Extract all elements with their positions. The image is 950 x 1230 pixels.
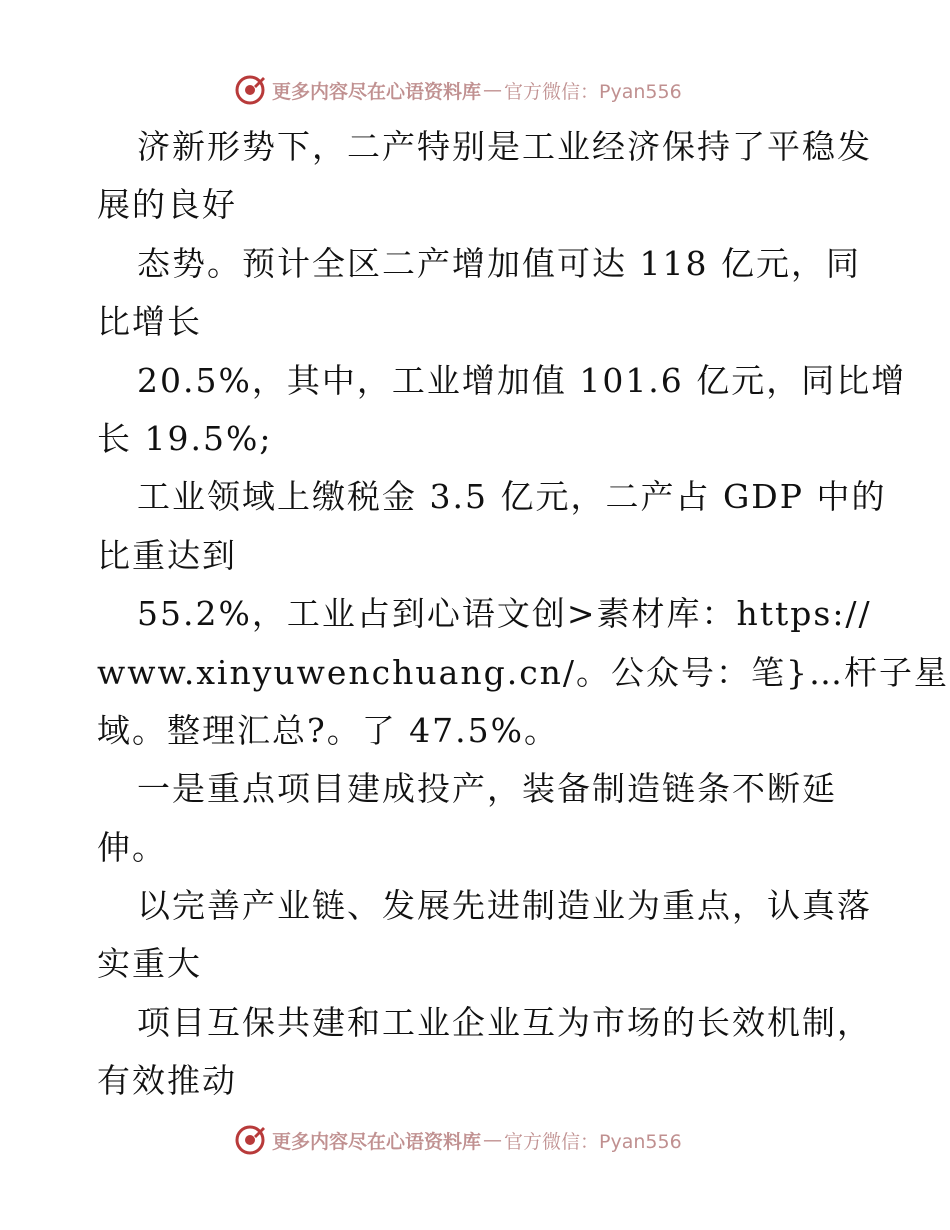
text-line: 项目互保共建和工业企业互为市场的长效机制， <box>137 1002 872 1042</box>
text-line: 工业领域上缴税金 3.5 亿元，二产占 GDP 中的 <box>137 477 887 517</box>
text-line: 比增长 <box>97 302 202 342</box>
text-line: 比重达到 <box>97 535 237 575</box>
text-line: 长 19.5%; <box>97 418 273 458</box>
banner-main-text: 更多内容尽在心语资料库 <box>272 1130 482 1153</box>
header-banner <box>234 72 682 108</box>
text-line: 展的良好 <box>97 185 237 225</box>
text-line: 55.2%，工业占到心语文创>素材库：https:// <box>137 594 872 634</box>
text-line: www.xinyuwenchuang.cn/。公众号：笔}…杆子星 <box>97 652 950 692</box>
banner-separator: — <box>483 79 503 101</box>
banner-main-text: 更多内容尽在心语资料库 <box>272 80 482 103</box>
pen-circle-logo-icon <box>234 1124 266 1156</box>
text-line: 20.5%，其中，工业增加值 101.6 亿元，同比增 <box>137 360 907 400</box>
text-line: 域。整理汇总?。了 47.5%。 <box>97 710 560 750</box>
text-line: 有效推动 <box>97 1061 237 1101</box>
text-line: 实重大 <box>97 944 202 984</box>
text-line: 伸。 <box>97 827 167 867</box>
text-line: 态势。预计全区二产增加值可达 118 亿元，同 <box>137 243 861 283</box>
text-line: 以完善产业链、发展先进制造业为重点，认真落 <box>137 886 872 926</box>
banner-wechat-text: 官方微信：Pyan556 <box>504 1130 682 1153</box>
pen-circle-logo-icon <box>234 74 266 106</box>
document-body <box>97 118 950 1111</box>
text-line: 一是重点项目建成投产，装备制造链条不断延 <box>137 769 837 809</box>
text-line: 济新形势下，二产特别是工业经济保持了平稳发 <box>137 127 872 166</box>
banner-separator: — <box>483 1129 503 1151</box>
banner-wechat-text: 官方微信：Pyan556 <box>504 80 682 103</box>
footer-banner <box>234 1122 682 1158</box>
